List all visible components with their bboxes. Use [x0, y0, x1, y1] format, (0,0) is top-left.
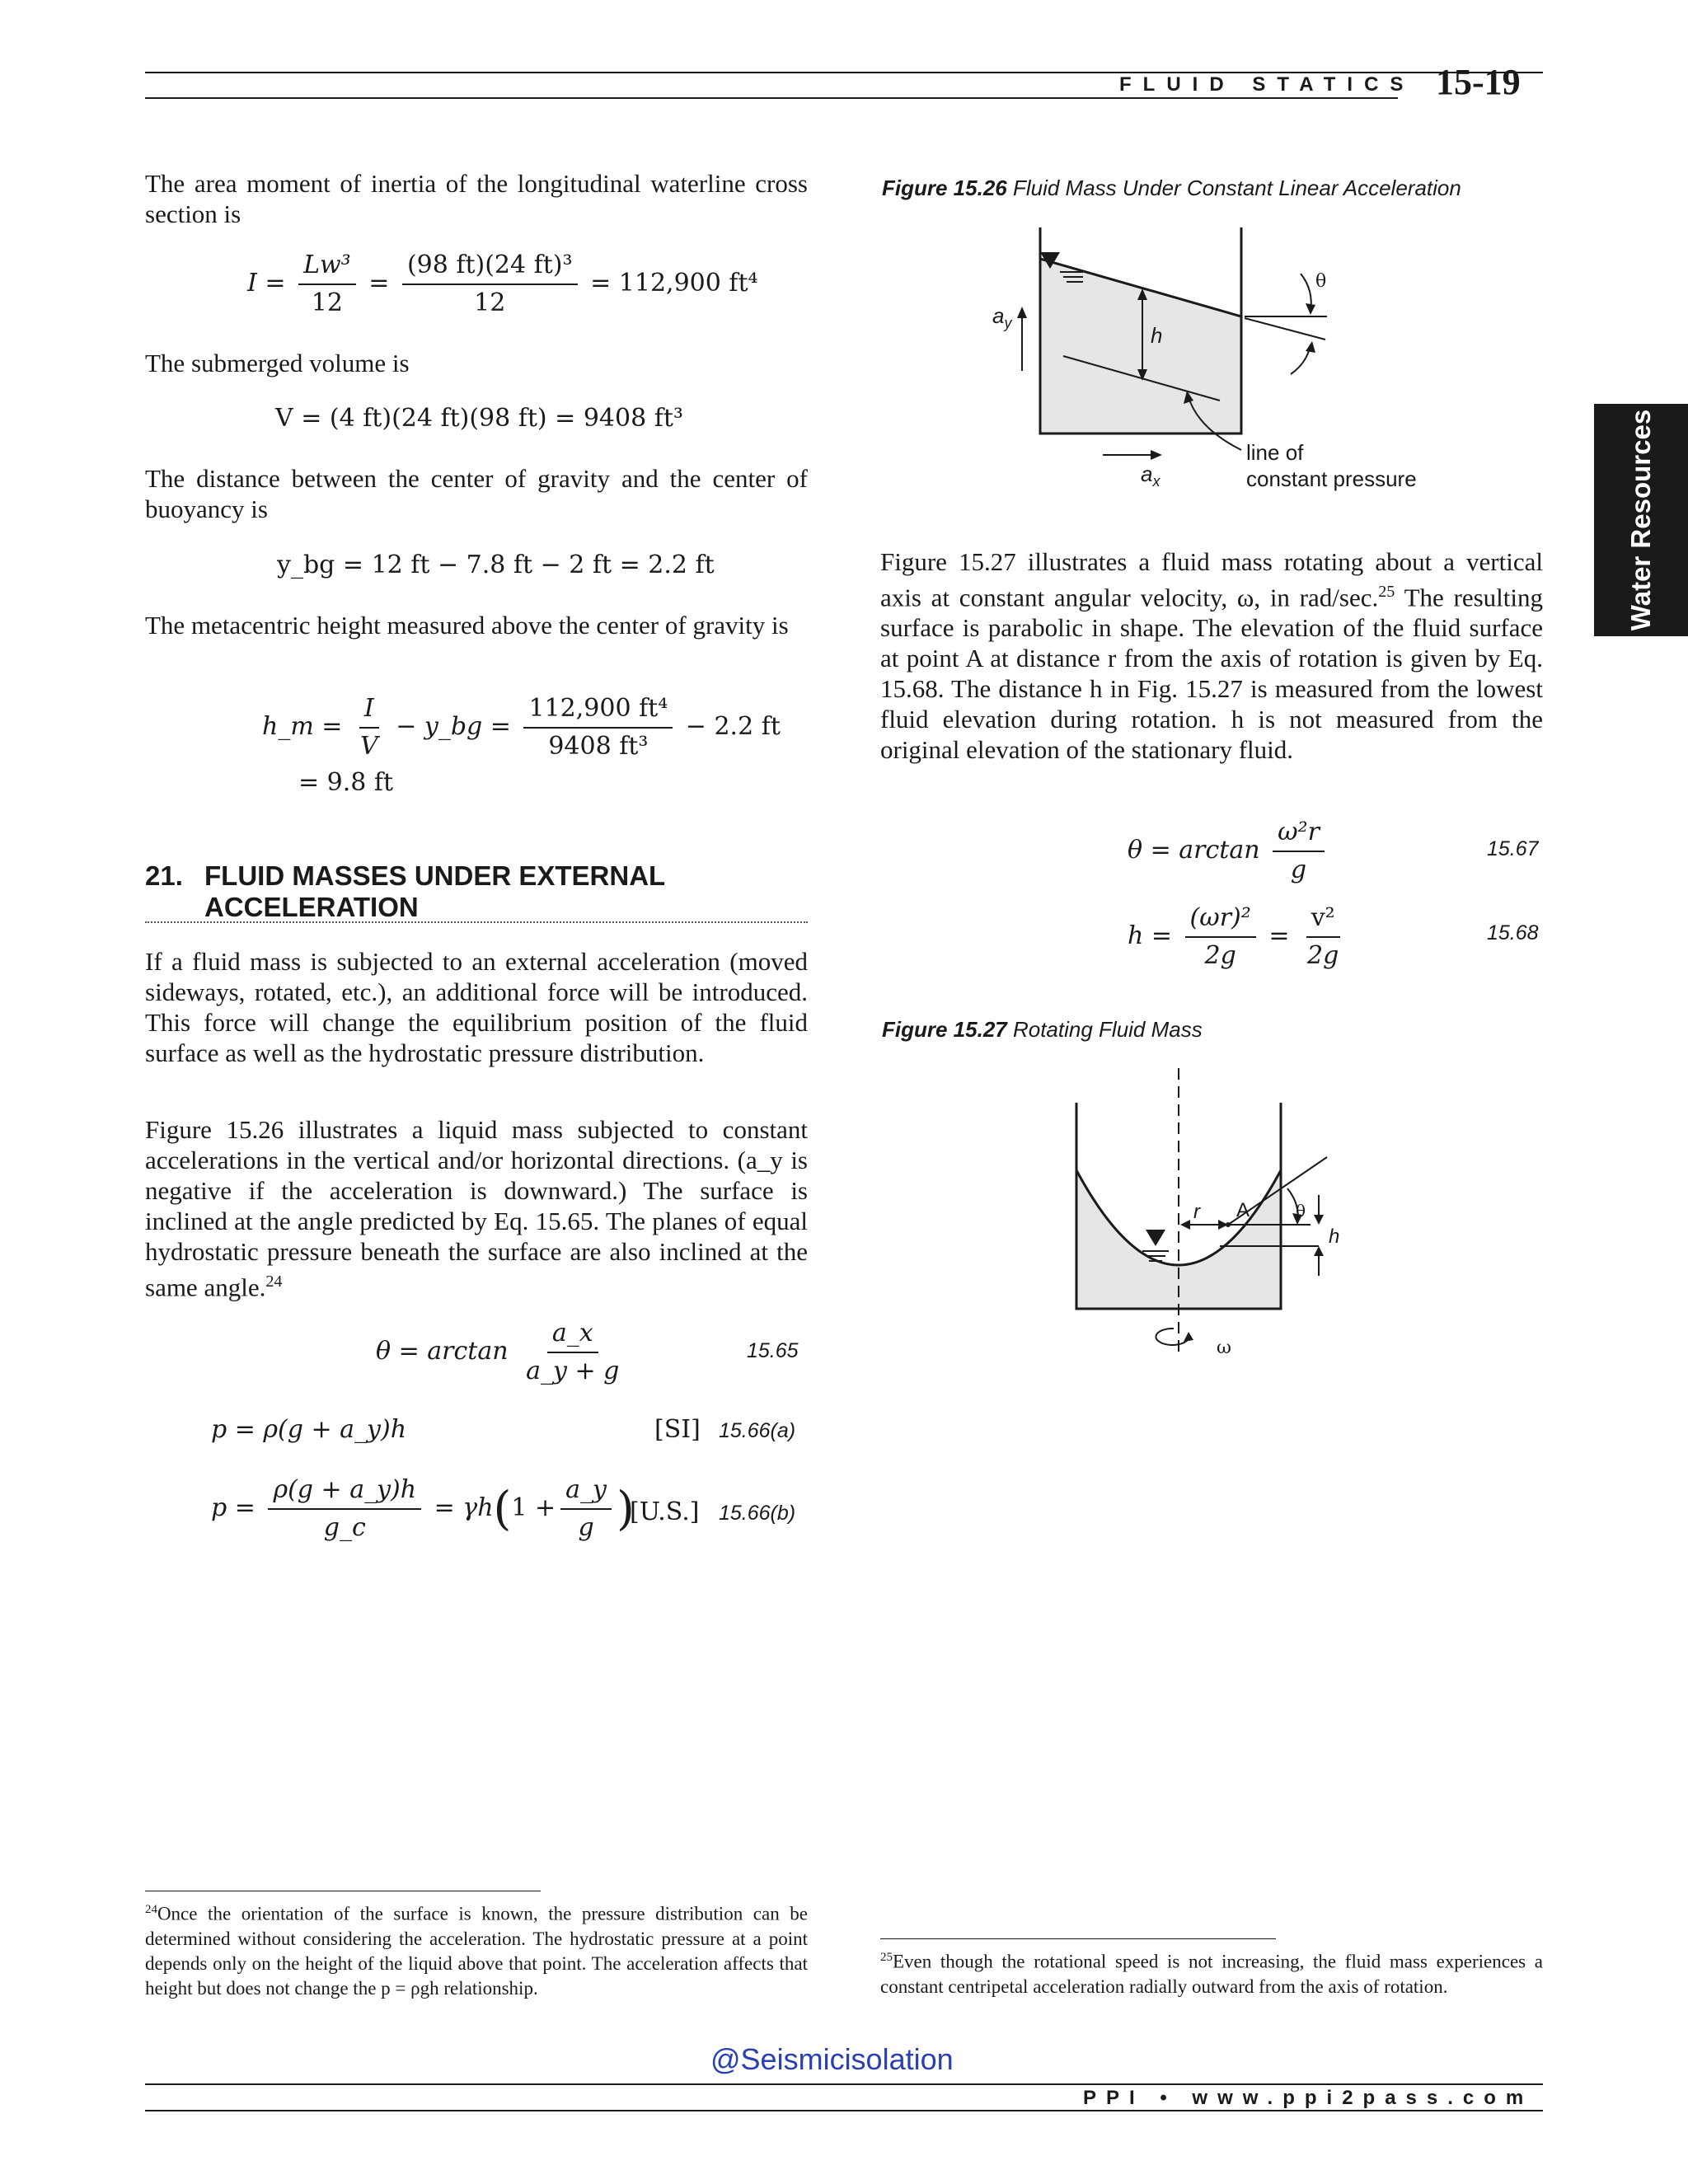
side-tab-label: Water Resources: [1625, 409, 1656, 631]
section-heading: FLUID MASSES UNDER EXTERNAL ACCELERATION: [204, 860, 665, 922]
fig26-theta-label: θ: [1315, 271, 1327, 292]
eq-1565-frac: [521, 1317, 624, 1388]
fig26-ax-label: [1141, 462, 1160, 490]
equation-15-67: [1128, 816, 1329, 887]
section-side-tab: [1594, 404, 1688, 636]
equation-number-15-66a: 15.66(a): [719, 1419, 796, 1442]
fig26-ax-arrowhead: [1151, 450, 1162, 460]
equation-15-66a: p = ρ(g + a_y)h: [211, 1415, 407, 1444]
eq-hm-lhs: h_m =: [262, 712, 343, 741]
eq-I-frac1: [298, 249, 356, 320]
fig27-h-arrowhead-bottom: [1314, 1246, 1324, 1256]
eq-I-frac2: [402, 249, 578, 320]
paragraph-moment-of-inertia: The area moment of inertia of the longitudinal waterline cross section is: [145, 169, 808, 228]
footnote-24-number: 24: [145, 1903, 157, 1916]
header-rule-bottom: [145, 97, 1398, 99]
eq-hm-mid: − y_bg =: [396, 712, 511, 741]
eq-1567-num: ω²r: [1273, 816, 1325, 852]
footnote-25: [880, 1945, 1543, 1999]
paragraph-external-acceleration: If a fluid mass is subjected to an external acceleration (moved sideways, rotated, etc.), an additional force will be introduced. This force will change the equilibrium position of the fluid surface as well as the hydrostatic pressure distribution.: [145, 947, 808, 1067]
eq-hm-frac1-num: I: [359, 692, 379, 729]
eq-hm-rhs: − 2.2 ft: [685, 712, 781, 741]
paragraph-figure-15-27-text-cont: The resulting surface is parabolic in shape. The elevation of the fluid surface at point A at distance r from the axis of rotation is given by Eq. 15.68. The distance h in Fig. 15.27 is measured from the lowest fluid elevation during rotation. h is not measured from the original elevation of the stationary fluid.: [880, 583, 1543, 765]
equation-metacentric-result: = 9.8 ft: [298, 768, 394, 797]
paragraph-figure-15-27-text: Figure 15.27 illustrates a fluid mass rotating about a vertical axis at constant angular velocity, ω, in rad/sec.: [880, 547, 1543, 612]
eq-I-frac2-num: (98 ft)(24 ft)³: [402, 249, 578, 285]
eq-I-frac2-den: 12: [474, 288, 506, 317]
fig26-theta-arrowhead-top: [1306, 303, 1315, 315]
equation-number-15-67: 15.67: [1487, 837, 1539, 860]
eq-1566b-inner-den: g: [578, 1513, 594, 1542]
eq-1566b-den: g_c: [323, 1513, 366, 1542]
figure-15-26-title: Fluid Mass Under Constant Linear Acceleration: [1012, 176, 1461, 200]
eq-hm-frac2: [523, 692, 673, 763]
eq-1568-lhs: h =: [1128, 921, 1172, 950]
equation-15-66b-unit: [U.S.]: [630, 1497, 700, 1526]
paragraph-submerged-volume: The submerged volume is: [145, 349, 410, 377]
fig27-theta-label: θ: [1296, 1201, 1306, 1221]
footer-publisher: PPI • www.ppi2pass.com: [1083, 2087, 1534, 2109]
equation-number-15-66b: 15.66(b): [719, 1502, 796, 1525]
fig26-ay-label: [992, 303, 1012, 331]
fig26-h-label: h: [1151, 323, 1163, 348]
fig26-line-of-label: line of: [1246, 440, 1304, 465]
footer-rule-bottom: [145, 2110, 1543, 2111]
fig27-r-label: r: [1193, 1201, 1200, 1223]
footnote-25-text: Even though the rotational speed is not increasing, the fluid mass experiences a constant centripetal acceleration radially outward from the axis of rotation.: [880, 1951, 1543, 1997]
fig27-A-label: A: [1236, 1199, 1250, 1221]
equation-number-15-65: 15.65: [747, 1339, 799, 1362]
section-heading-rule: [145, 921, 808, 923]
page-number: 15-19: [1436, 62, 1521, 102]
eq-1566b-num: ρ(g + a_y)h: [268, 1474, 421, 1510]
footnote-rule-right: [880, 1938, 1276, 1939]
fig26-theta-arrowhead-bottom: [1306, 341, 1315, 353]
fig27-omega-label: ω: [1217, 1338, 1231, 1358]
eq-1565-den: a_y + g: [526, 1357, 620, 1385]
equation-number-15-68: 15.68: [1487, 921, 1539, 944]
paragraph-figure-15-26-text: Figure 15.26 illustrates a liquid mass subjected to constant accelerations in the vertical and/or horizontal directions. (a_y is negative if the acceleration is downward.) The surface is inclined at the angle predicted by Eq. 15.65. The planes of equal hydrostatic pressure beneath the surface are also inclined at the same angle.: [145, 1115, 808, 1302]
footnote-24: [145, 1897, 808, 2001]
fig26-ax-sub: x: [1152, 473, 1160, 490]
eq-I-rhs: = 112,900 ft⁴: [590, 269, 758, 298]
fig27-rotation-arrow-icon: [1156, 1329, 1189, 1345]
fig26-fluid: [1040, 259, 1241, 434]
figure-15-26-label: Figure 15.26: [882, 176, 1007, 200]
figure-15-26-caption: [882, 176, 1461, 201]
eq-1566b-mid: = γh: [434, 1493, 494, 1522]
eq-hm-frac1: [355, 692, 383, 763]
footnote-25-number: 25: [880, 1951, 893, 1964]
eq-1567-den: g: [1290, 855, 1307, 884]
eq-1566b-inner-frac: [560, 1474, 612, 1544]
equation-moment-of-inertia: I = $\frac{\text{Lw³}}{12}$ = $\frac{\text{(98 ft)(24 ft)³}}{12}$ = 112,900 ft⁴: [247, 249, 758, 320]
paragraph-metacentric: The metacentric height measured above the center of gravity is: [145, 611, 789, 640]
eq-1566b-lhs: p =: [211, 1493, 256, 1522]
fig27-h-arrowhead-top: [1314, 1215, 1324, 1225]
eq-1567-lhs: θ = arctan: [1128, 836, 1260, 865]
fig27-r-arrowhead-left: [1180, 1220, 1190, 1230]
eq-hm-frac2-num: 112,900 ft⁴: [523, 692, 673, 729]
footer-rule-top: [145, 2083, 1543, 2085]
equation-15-65: [376, 1317, 629, 1388]
watermark: @Seismicisolation: [710, 2042, 954, 2076]
paragraph-figure-15-27: [880, 546, 1543, 765]
footnote-ref-24: 24: [265, 1272, 283, 1291]
running-header-title: FLUID STATICS: [1119, 73, 1415, 96]
fig26-ay-sub: y: [1004, 315, 1012, 331]
equation-15-66a-unit: [SI]: [654, 1415, 701, 1444]
eq-1568-frac1: [1185, 902, 1256, 972]
equation-15-66b: p = $\frac{\rho(g + a\_y)h}{g\_c}$ = γh(1 + $\frac{a\_y}{g}$ ): [211, 1474, 635, 1544]
eq-1568-num1: (ωr)²: [1185, 902, 1256, 938]
eq-1568-frac2: [1302, 902, 1343, 972]
equation-submerged-volume: V = (4 ft)(24 ft)(98 ft) = 9408 ft³: [275, 404, 683, 433]
fig27-point-A: [1226, 1222, 1231, 1227]
eq-I-frac1-num: Lw³: [298, 249, 356, 285]
equation-metacentric-height: [262, 692, 781, 763]
eq-1567-frac: [1273, 816, 1325, 887]
eq-I-frac1-den: 12: [311, 288, 343, 317]
figure-15-27-label: Figure 15.27: [882, 1017, 1007, 1042]
fig27-h-label: h: [1329, 1226, 1340, 1248]
eq-1568-mid: =: [1268, 921, 1290, 950]
eq-1565-num: a_x: [547, 1317, 598, 1353]
equation-ybg: y_bg = 12 ft − 7.8 ft − 2 ft = 2.2 ft: [277, 551, 715, 579]
eq-1568-den2: 2g: [1307, 941, 1339, 970]
fig26-ay-base: a: [992, 303, 1005, 328]
eq-I-lhs: I =: [247, 269, 286, 298]
fig26-ax-base: a: [1141, 462, 1153, 486]
figure-15-27-diagram: [1063, 1063, 1360, 1376]
footnote-24-text: Once the orientation of the surface is known, the pressure distribution can be determined without considering the acceleration. The hydrostatic pressure at a point depends only on the height of the liquid above that point. The acceleration affects that height but does not change the p = ρgh relationship.: [145, 1903, 808, 1999]
fig27-rotation-arrowhead: [1184, 1332, 1193, 1342]
fig26-constant-pressure-label: constant pressure: [1246, 466, 1417, 491]
figure-15-26-diagram: [981, 214, 1442, 494]
figure-15-27-caption: [882, 1017, 1203, 1043]
equation-15-68: [1128, 902, 1348, 972]
eq-1565-lhs: θ = arctan: [376, 1337, 509, 1366]
eq-1568-num2: v²: [1306, 902, 1340, 938]
fig26-ay-arrowhead: [1017, 307, 1027, 318]
paragraph-gravity-buoyancy: The distance between the center of gravity and the center of buoyancy is: [145, 464, 808, 523]
eq-hm-frac2-den: 9408 ft³: [548, 732, 649, 761]
fig26-surface-extension: [1245, 318, 1325, 340]
section-number: 21.: [145, 860, 183, 891]
footnote-ref-25: 25: [1378, 583, 1395, 601]
eq-1566b-frac: [268, 1474, 421, 1544]
eq-1566b-inner-num: a_y: [560, 1474, 612, 1510]
paragraph-figure-15-26: [145, 1114, 808, 1302]
eq-hm-frac1-den: V: [360, 732, 378, 761]
figure-15-27-title: Rotating Fluid Mass: [1012, 1017, 1203, 1042]
eq-1568-den1: 2g: [1204, 941, 1236, 970]
fig27-surface-marker-icon: [1146, 1230, 1165, 1246]
